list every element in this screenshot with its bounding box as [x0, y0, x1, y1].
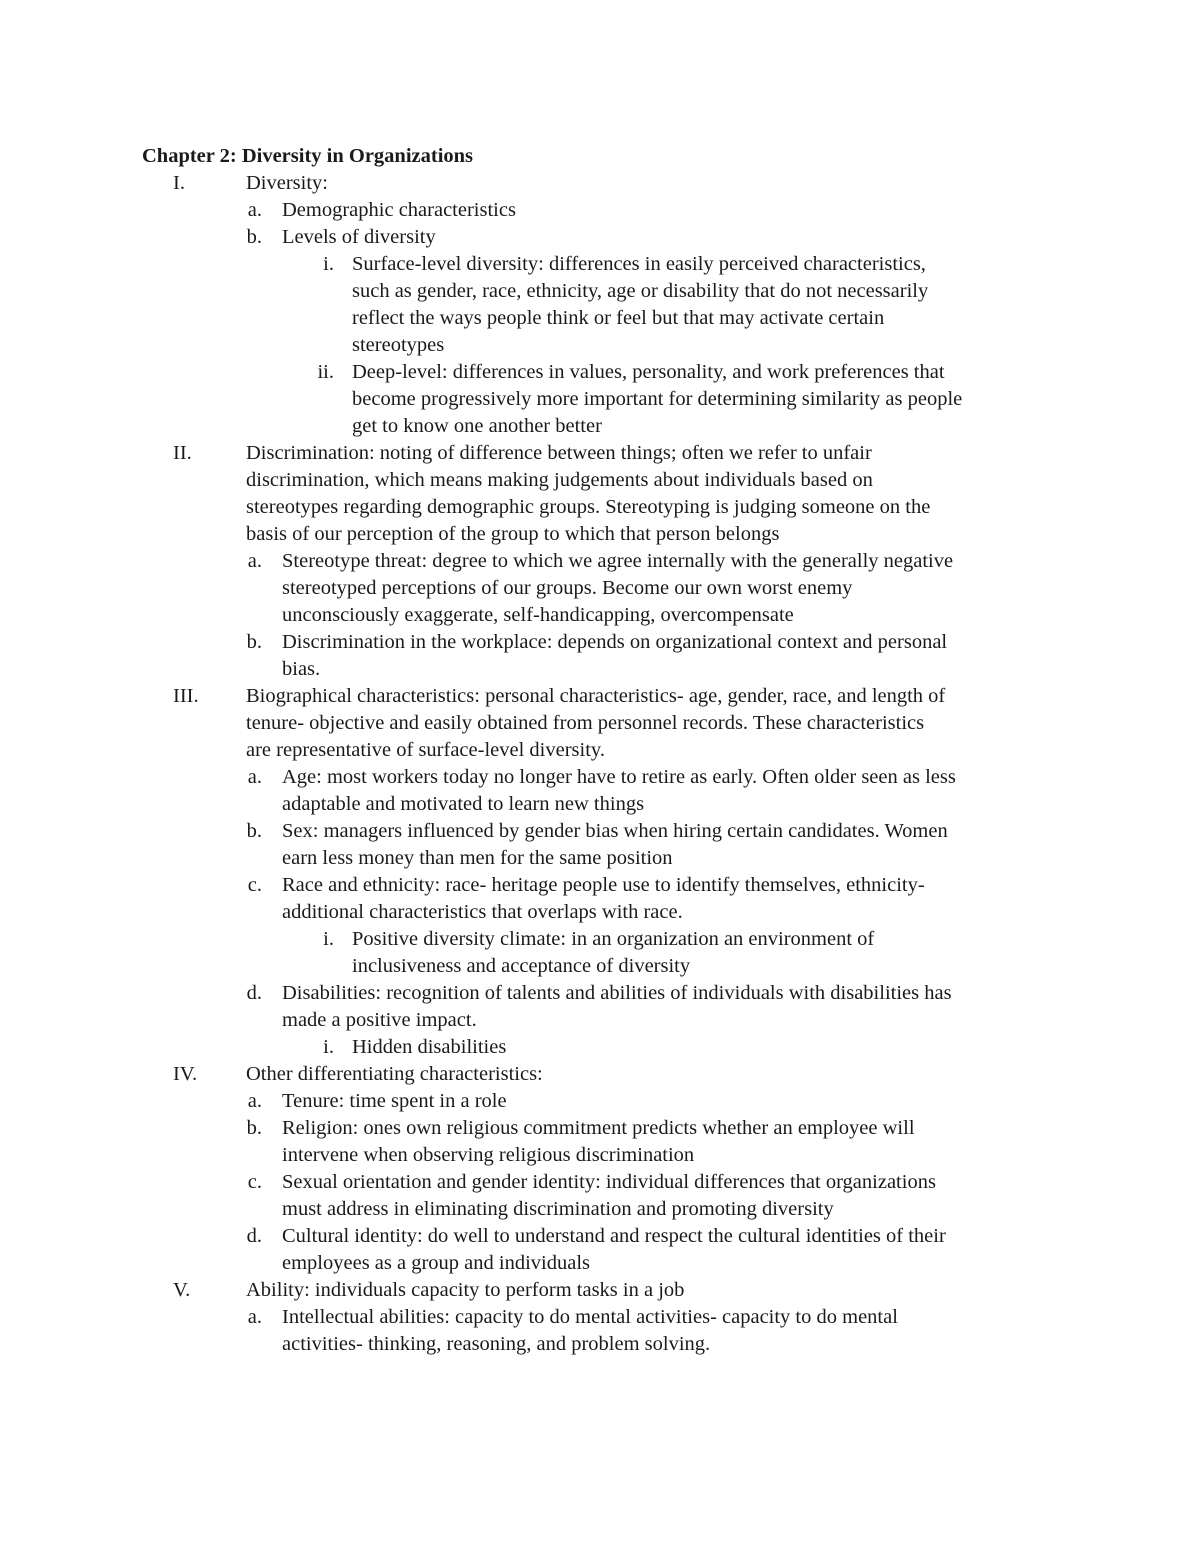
outline-text-line: such as gender, race, ethnicity, age or disability that do not necessarily — [352, 280, 929, 302]
outline-text — [246, 440, 930, 548]
outline-text-line: employees as a group and individuals — [282, 1252, 591, 1274]
outline-marker: c. — [247, 874, 262, 896]
outline-text-line: stereotypes — [352, 334, 445, 356]
outline-marker: a. — [247, 199, 262, 221]
outline-text-line: Deep-level: differences in values, personality, and work preferences that — [352, 361, 945, 383]
outline-marker: V. — [173, 1279, 191, 1301]
outline-text-line: earn less money than men for the same position — [282, 847, 673, 869]
outline-text-line: Sex: managers influenced by gender bias when hiring certain candidates. Women — [282, 820, 948, 842]
outline-text-line: Disabilities: recognition of talents and abilities of individuals with disabilities has — [282, 982, 952, 1004]
outline-text-line: Biographical characteristics: personal characteristics- age, gender, race, and length of — [246, 685, 946, 707]
outline-text-line: inclusiveness and acceptance of diversity — [352, 955, 691, 977]
outline-text — [282, 1088, 507, 1115]
outline-text-line: Diversity: — [246, 172, 328, 194]
outline-text-line: Positive diversity climate: in an organization an environment of — [352, 928, 875, 950]
outline-marker: i. — [323, 253, 334, 275]
outline-text-line: tenure- objective and easily obtained from personnel records. These characteristics — [246, 712, 925, 734]
outline-text-line: Sexual orientation and gender identity: individual differences that organizations — [282, 1171, 936, 1193]
outline-text-line: basis of our perception of the group to which that person belongs — [246, 523, 780, 545]
outline-text-line: are representative of surface-level diversity. — [246, 739, 605, 761]
outline-marker: i. — [323, 1036, 334, 1058]
outline-text-line: Race and ethnicity: race- heritage people use to identify themselves, ethnicity- — [282, 874, 925, 896]
outline-text — [282, 224, 436, 251]
outline-text-line: intervene when observing religious discrimination — [282, 1144, 695, 1166]
outline-text-line: bias. — [282, 658, 321, 680]
outline-text — [282, 1169, 936, 1223]
page-title: Chapter 2: Diversity in Organizations — [142, 145, 474, 167]
outline-text-line: unconsciously exaggerate, self-handicapping, overcompensate — [282, 604, 794, 626]
outline-text — [282, 1223, 946, 1277]
outline-text-line: Other differentiating characteristics: — [246, 1063, 543, 1085]
outline-text — [352, 359, 962, 440]
outline-marker: a. — [247, 1306, 262, 1328]
outline-text — [246, 683, 945, 764]
outline-marker: IV. — [173, 1063, 198, 1085]
outline-text-line: stereotyped perceptions of our groups. Become our own worst enemy — [282, 577, 853, 599]
outline-text-line: activities- thinking, reasoning, and problem solving. — [282, 1333, 711, 1355]
outline-text — [282, 818, 948, 872]
outline-marker: b. — [246, 631, 262, 653]
outline-text-line: adaptable and motivated to learn new things — [282, 793, 645, 815]
outline-marker: ii. — [317, 361, 334, 383]
outline-text-line: discrimination, which means making judgements about individuals based on — [246, 469, 873, 491]
outline-text-line: made a positive impact. — [282, 1009, 477, 1031]
outline-text-line: must address in eliminating discrimination and promoting diversity — [282, 1198, 834, 1220]
outline-text-line: additional characteristics that overlaps with race. — [282, 901, 683, 923]
outline-text-line: Religion: ones own religious commitment predicts whether an employee will — [282, 1117, 915, 1139]
outline-marker: II. — [173, 442, 192, 464]
outline-text-line: Hidden disabilities — [352, 1036, 507, 1058]
outline-text-line: Stereotype threat: degree to which we agree internally with the generally negative — [282, 550, 954, 572]
outline-marker: b. — [246, 1117, 262, 1139]
outline-marker: d. — [246, 982, 262, 1004]
outline-marker: i. — [323, 928, 334, 950]
outline-marker: III. — [173, 685, 199, 707]
outline-text — [352, 251, 928, 359]
outline-text — [282, 980, 952, 1034]
outline-text-line: Intellectual abilities: capacity to do mental activities- capacity to do mental — [282, 1306, 898, 1328]
outline-text-line: Cultural identity: do well to understand and respect the cultural identities of their — [282, 1225, 946, 1247]
outline-text — [282, 629, 947, 683]
outline-marker: a. — [247, 550, 262, 572]
outline-marker: b. — [246, 226, 262, 248]
outline-text-line: Levels of diversity — [282, 226, 436, 248]
outline-text-line: Tenure: time spent in a role — [282, 1090, 507, 1112]
outline-marker: c. — [247, 1171, 262, 1193]
outline-text-line: Discrimination in the workplace: depends on organizational context and personal — [282, 631, 948, 653]
outline-text — [282, 1115, 915, 1169]
outline-text-line: stereotypes regarding demographic groups. Stereotyping is judging someone on the — [246, 496, 931, 518]
outline-text — [246, 170, 328, 197]
outline-text — [282, 197, 516, 224]
outline-marker: b. — [246, 820, 262, 842]
outline-text — [246, 1277, 684, 1304]
outline-text-line: Demographic characteristics — [282, 199, 516, 221]
outline-marker: I. — [173, 172, 185, 194]
outline-marker: a. — [247, 766, 262, 788]
outline-text — [282, 872, 925, 926]
outline-text — [246, 1061, 543, 1088]
outline-text — [352, 926, 874, 980]
outline-text-line: Ability: individuals capacity to perform tasks in a job — [246, 1279, 685, 1301]
outline-text — [282, 764, 956, 818]
outline-text — [282, 548, 953, 629]
outline-text-line: get to know one another better — [352, 415, 602, 437]
outline-text-line: reflect the ways people think or feel but that may activate certain — [352, 307, 885, 329]
outline-text-line: Surface-level diversity: differences in easily perceived characteristics, — [352, 253, 926, 275]
outline-marker: d. — [246, 1225, 262, 1247]
outline-text — [352, 1034, 506, 1061]
outline-text — [282, 1304, 898, 1358]
outline-text-line: Age: most workers today no longer have to retire as early. Often older seen as less — [282, 766, 956, 788]
outline-text-line: become progressively more important for determining similarity as people — [352, 388, 963, 410]
outline-text-line: Discrimination: noting of difference between things; often we refer to unfair — [246, 442, 872, 464]
outline-marker: a. — [247, 1090, 262, 1112]
